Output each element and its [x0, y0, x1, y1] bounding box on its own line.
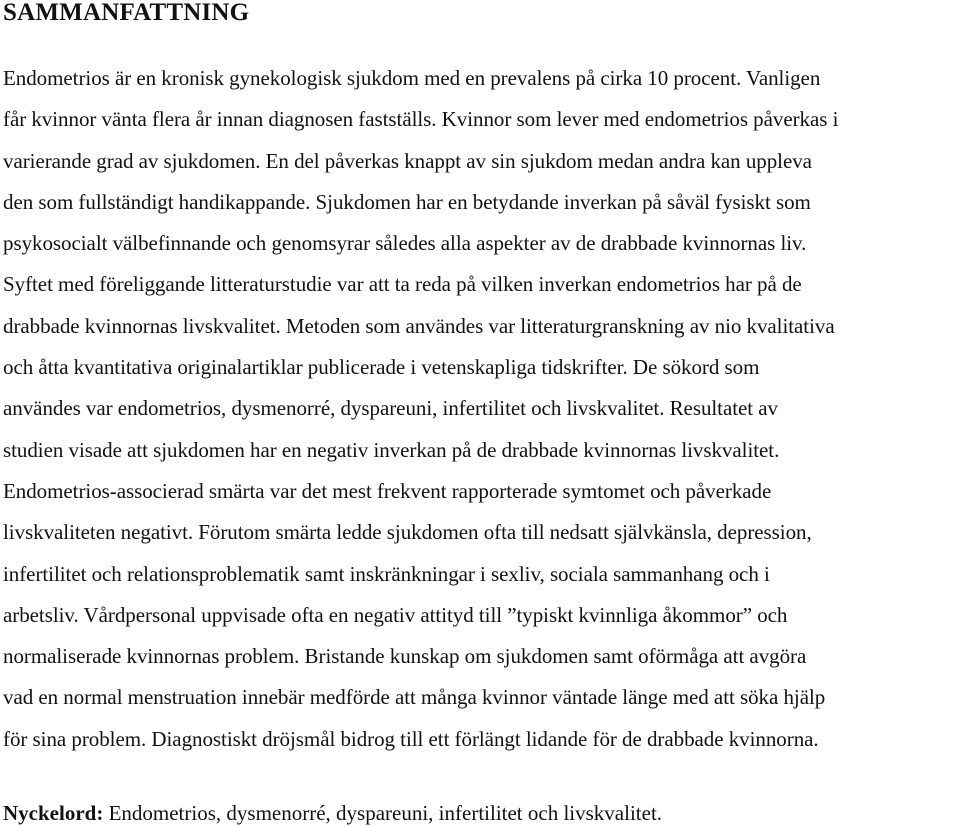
keywords-label: Nyckelord: — [3, 801, 104, 826]
abstract-line: arbetsliv. Vårdpersonal uppvisade ofta en negativ attityd till ”typiskt kvinnliga åkommor” och — [3, 602, 788, 627]
abstract-line: drabbade kvinnornas livskvalitet. Metoden som användes var litteraturgranskning av nio kvalitativa — [3, 313, 835, 338]
abstract-line: får kvinnor vänta flera år innan diagnosen fastställs. Kvinnor som lever med endometrios påverkas i — [3, 107, 839, 132]
abstract-line: Endometrios är en kronisk gynekologisk sjukdom med en prevalens på cirka 10 procent. Vanligen — [3, 66, 821, 90]
abstract-line: vad en normal menstruation innebär medförde att många kvinnor väntade länge med att söka hjälp — [3, 685, 826, 710]
abstract-line: Syftet med föreliggande litteraturstudie var att ta reda på vilken inverkan endometrios har på de — [3, 272, 802, 297]
abstract-line: normaliserade kvinnornas problem. Bristande kunskap om sjukdomen samt oförmåga att avgöra — [3, 644, 807, 669]
abstract-line: psykosocialt välbefinnande och genomsyrar således alla aspekter av de drabbade kvinnornas liv. — [3, 231, 807, 256]
keywords-text: Endometrios, dysmenorré, dyspareuni, infertilitet och livskvalitet. — [103, 801, 663, 826]
keywords-line — [3, 800, 957, 826]
abstract-paragraph — [3, 58, 957, 760]
abstract-line: användes var endometrios, dysmenorré, dyspareuni, infertilitet och livskvalitet. Resultatet av — [3, 396, 778, 421]
section-heading: SAMMANFATTNING — [3, 0, 250, 26]
abstract-line: den som fullständigt handikappande. Sjukdomen har en betydande inverkan på såväl fysiskt som — [3, 189, 811, 214]
abstract-line: för sina problem. Diagnostiskt dröjsmål bidrog till ett förlängt lidande för de drabbade kvinnorna. — [3, 726, 819, 751]
abstract-line: Endometrios-associerad smärta var det mest frekvent rapporterade symtomet och påverkade — [3, 478, 772, 503]
abstract-line: och åtta kvantitativa originalartiklar publicerade i vetenskapliga tidskrifter. De sökord som — [3, 355, 760, 380]
abstract-line: varierande grad av sjukdomen. En del påverkas knappt av sin sjukdom medan andra kan uppleva — [3, 148, 812, 173]
abstract-line: studien visade att sjukdomen har en negativ inverkan på de drabbade kvinnornas livskvalitet. — [3, 437, 780, 462]
abstract-line: infertilitet och relationsproblematik samt inskränkningar i sexliv, sociala sammanhang och i — [3, 561, 770, 586]
document-page — [3, 0, 957, 826]
abstract-line: livskvaliteten negativt. Förutom smärta ledde sjukdomen ofta till nedsatt självkänsla, depression, — [3, 520, 812, 545]
